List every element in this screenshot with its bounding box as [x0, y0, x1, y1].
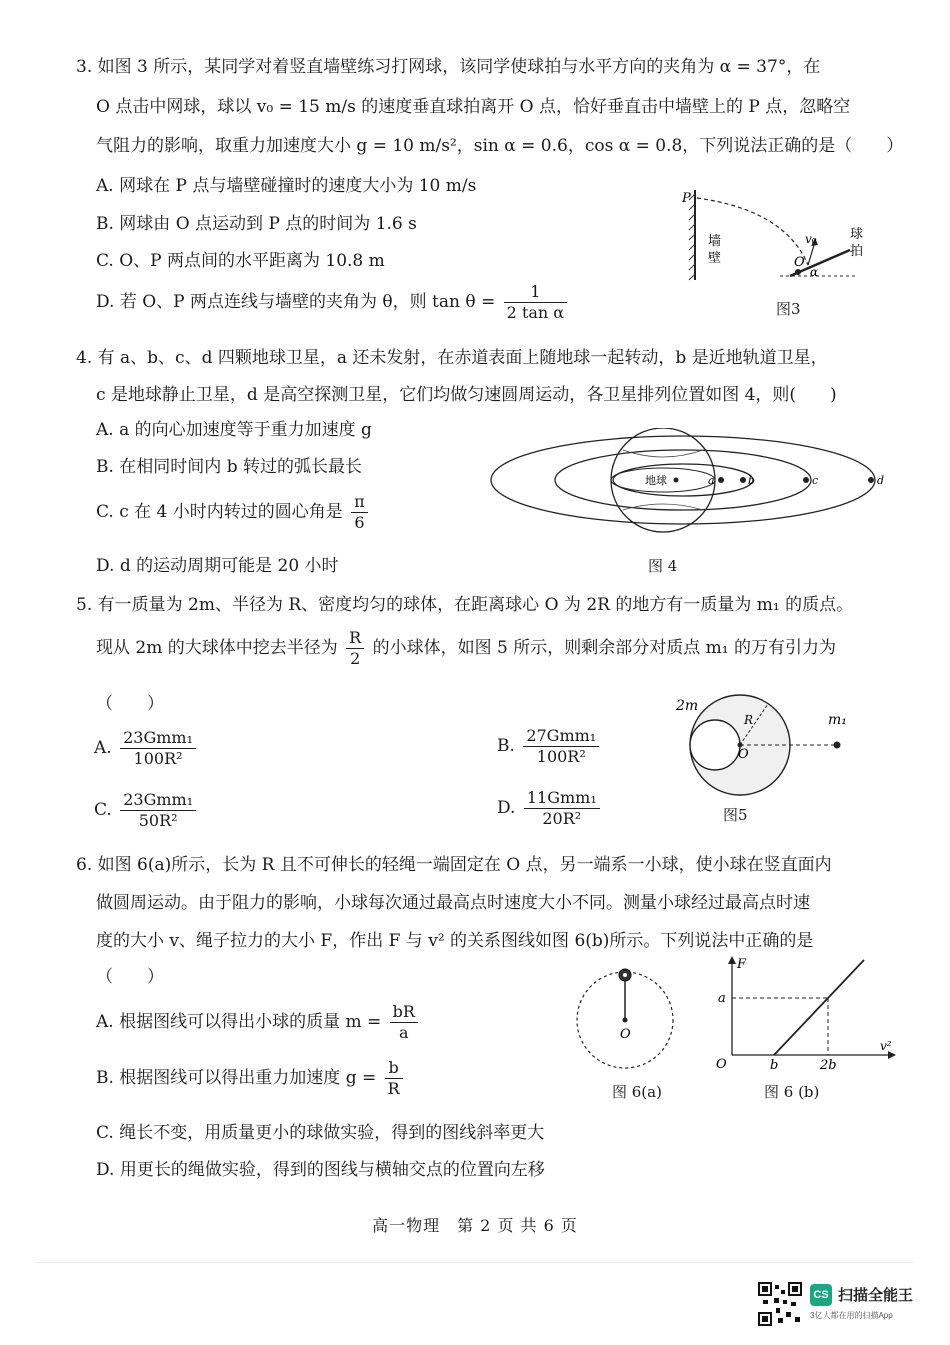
footer-divider [36, 1262, 914, 1263]
q5-line2-post: 的小球体，如图 5 所示，则剩余部分对质点 m₁ 的万有引力为 [372, 638, 836, 658]
pivot-o [623, 1018, 628, 1023]
q5-d-numerator: 11Gmm₁ [524, 788, 600, 809]
q6-a-denominator: a [399, 1023, 409, 1042]
label-o: O [716, 1057, 727, 1072]
q3-option-d-fraction [504, 282, 567, 323]
label-2b: 2b [820, 1058, 837, 1073]
q5-option-b [497, 726, 602, 767]
scanner-watermark [758, 1280, 928, 1328]
orbit-c [555, 450, 811, 510]
label-a: a [708, 474, 715, 487]
label-m1: m₁ [828, 712, 847, 728]
q5-b-label: B. [497, 736, 515, 756]
q6-line2: 做圆周运动。由于阻力的影响，小球每次通过最高点时速度大小不同。测量小球经过最高点时速 [96, 893, 810, 913]
label-earth: 地球 [645, 474, 667, 487]
figure-4-caption: 图 4 [648, 557, 678, 575]
label-f: F [737, 957, 747, 972]
q4-option-a: A. a 的向心加速度等于重力加速度 g [96, 420, 372, 440]
label-racket-1: 球 [850, 227, 864, 242]
label-c: c [812, 474, 819, 487]
q6-line1: 6. 如图 6(a)所示，长为 R 且不可伸长的轻绳一端固定在 O 点，另一端系一小球，使小球在竖直面内 [76, 855, 832, 875]
label-r: R [744, 713, 754, 727]
q3-option-a: A. 网球在 P 点与墙壁碰撞时的速度大小为 10 m/s [96, 176, 477, 196]
label-wall-1: 墙 [708, 234, 722, 249]
qr-code-icon [758, 1282, 802, 1326]
label-v2: v² [880, 1039, 892, 1053]
ball-highlight [623, 973, 627, 977]
figure-6b [708, 950, 903, 1080]
figure-4 [488, 428, 898, 558]
point-mass-m1 [834, 742, 841, 749]
q5-option-c [94, 790, 199, 831]
label-o: O [738, 747, 749, 762]
label-alpha: α [810, 265, 819, 279]
q5-b-denominator: 100R² [536, 747, 586, 766]
q6-option-a [96, 1002, 421, 1043]
q5-answer-paren: （ ） [96, 694, 164, 714]
q5-option-d [497, 788, 603, 829]
figure-6a [570, 958, 685, 1078]
q5-d-label: D. [497, 798, 516, 818]
q3-option-b: B. 网球由 O 点运动到 P 点的时间为 1.6 s [96, 214, 417, 234]
q5-line2-pre: 现从 2m 的大球体中挖去半径为 [96, 638, 338, 658]
y-axis-arrow [728, 956, 736, 964]
camscanner-logo-icon: CS [810, 1284, 832, 1306]
label-b: b [748, 474, 756, 487]
q6-line3: 度的大小 v、绳子拉力的大小 F，作出 F 与 v² 的关系图线如图 6(b)所示。下列说法中正确的是 [96, 931, 814, 951]
q4-option-b: B. 在相同时间内 b 转过的弧长最长 [96, 457, 362, 477]
satellite-a [718, 477, 724, 483]
satellite-d [868, 477, 874, 483]
label-v0: v₀ [805, 232, 817, 246]
label-wall-2: 壁 [708, 251, 722, 266]
q6-option-b [96, 1058, 406, 1099]
latitude-north [623, 450, 703, 457]
q6-a-numerator: bR [390, 1002, 418, 1023]
q6-b-numerator: b [385, 1058, 403, 1079]
figure-6b-caption: 图 6 (b) [764, 1083, 820, 1101]
q4-option-d: D. d 的运动周期可能是 20 小时 [96, 556, 339, 576]
q5-d-denominator: 20R² [542, 809, 582, 828]
label-racket-2: 拍 [850, 244, 864, 259]
figure-3-caption: 图3 [776, 300, 801, 318]
figure-5-caption: 图5 [723, 806, 748, 824]
q5-line2-fraction [346, 628, 364, 669]
figure-6a-caption: 图 6(a) [612, 1083, 662, 1101]
q6-b-fraction [385, 1058, 403, 1099]
q6-option-d: D. 用更长的绳做实验，得到的图线与横轴交点的位置向左移 [96, 1160, 545, 1180]
q5-line2 [96, 628, 836, 669]
q5-b-numerator: 27Gmm₁ [523, 726, 599, 747]
label-2m: 2m [676, 698, 699, 714]
figure-5 [672, 692, 872, 802]
label-a: a [718, 991, 726, 1006]
satellite-b [740, 477, 746, 483]
q6-option-c: C. 绳长不变，用质量更小的球做实验，得到的图线斜率更大 [96, 1123, 545, 1143]
page-footer: 高一物理 第 2 页 共 6 页 [372, 1216, 578, 1235]
scanner-tagline: 3亿人都在用的扫描App [810, 1311, 893, 1320]
q5-c-numerator: 23Gmm₁ [120, 790, 196, 811]
q5-c-label: C. [94, 800, 112, 820]
q5-option-a [94, 728, 199, 769]
q4-option-c-text: C. c 在 4 小时内转过的圆心角是 [96, 502, 343, 522]
q3-d-numerator: 1 [504, 282, 567, 303]
q3-line2: O 点击中网球，球以 v₀ = 15 m/s 的速度垂直球拍离开 O 点，恰好垂直击中墙壁上的 P 点，忽略空 [96, 97, 851, 117]
q3-line1: 3. 如图 3 所示，某同学对着竖直墙壁练习打网球，该同学使球拍与水平方向的夹角为 α = 37°，在 [76, 57, 821, 77]
q3-d-denominator: 2 tan α [506, 303, 565, 322]
q4-option-c [96, 492, 371, 533]
q5-a-label: A. [94, 738, 112, 758]
q4-option-c-fraction [351, 492, 368, 533]
q5-a-numerator: 23Gmm₁ [120, 728, 196, 749]
q6-a-fraction [390, 1002, 418, 1043]
q5-line2-denominator: 2 [350, 649, 361, 668]
q5-line2-numerator: R [346, 628, 364, 649]
q3-option-d [96, 282, 570, 323]
f-vs-v2-line [774, 960, 864, 1055]
q4-line2: c 是地球静止卫星，d 是高空探测卫星，它们均做匀速圆周运动，各卫星排列位置如图 4，则( ) [96, 385, 837, 405]
label-b: b [770, 1058, 779, 1073]
q5-c-denominator: 50R² [138, 811, 178, 830]
q3-option-d-text: D. 若 O、P 两点连线与墙壁的夹角为 θ，则 tan θ = [96, 292, 496, 312]
q6-b-denominator: R [387, 1079, 400, 1098]
q4-line1: 4. 有 a、b、c、d 四颗地球卫星，a 还未发射，在赤道表面上随地球一起转动，b 是近地轨道卫星， [76, 348, 828, 368]
q5-a-denominator: 100R² [133, 749, 183, 768]
q5-c-fraction [120, 790, 196, 831]
label-o: O [620, 1027, 631, 1042]
cavity-sphere [690, 720, 740, 770]
label-d: d [877, 474, 885, 487]
q6-answer-paren: （ ） [96, 967, 164, 987]
q5-line1: 5. 有一质量为 2m、半径为 R、密度均匀的球体，在距离球心 O 为 2R 的地方有一质量为 m₁ 的质点。 [76, 595, 854, 615]
q5-b-fraction [523, 726, 599, 767]
figure-3 [670, 180, 870, 320]
scanner-brand: 扫描全能王 [838, 1287, 914, 1304]
earth-center-dot [674, 478, 679, 483]
q3-option-c: C. O、P 两点间的水平距离为 10.8 m [96, 251, 385, 271]
label-o: O [794, 255, 805, 270]
label-p: P [682, 191, 691, 206]
q4-c-numerator: π [351, 492, 368, 513]
q6-b-text: B. 根据图线可以得出重力加速度 g = [96, 1068, 377, 1088]
q5-a-fraction [120, 728, 196, 769]
satellite-c [803, 477, 809, 483]
q4-c-denominator: 6 [354, 513, 365, 532]
q3-line3: 气阻力的影响，取重力加速度大小 g = 10 m/s²，sin α = 0.6，cos α = 0.8，下列说法正确的是（ ） [96, 136, 904, 156]
q6-a-text: A. 根据图线可以得出小球的质量 m = [96, 1012, 382, 1032]
q5-d-fraction [524, 788, 600, 829]
